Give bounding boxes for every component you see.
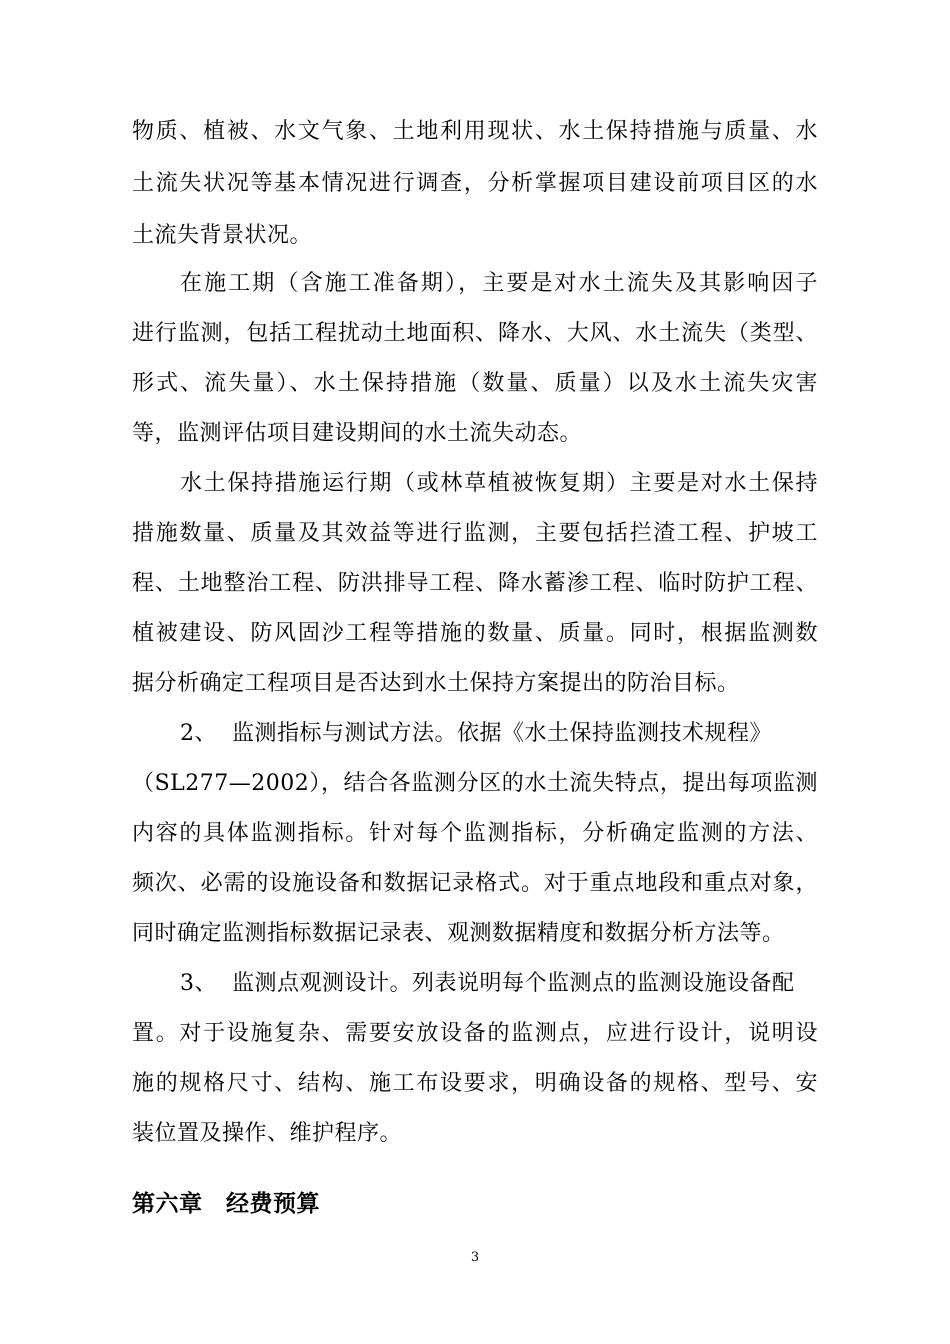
paragraph-1-line-1: 物质、植被、水文气象、土地利用现状、水土保持措施与质量、水 [132, 119, 818, 144]
paragraph-1-line-2: 土流失状况等基本情况进行调查，分析掌握项目建设前项目区的水 [132, 171, 818, 196]
item-3-number: 3、 [180, 971, 217, 996]
paragraph-3-line-5: 据分析确定工程项目是否达到水土保持方案提出的防治目标。 [132, 671, 740, 696]
item-3-line-2: 置。对于设施复杂、需要安放设备的监测点，应进行设计，说明设 [132, 1021, 818, 1046]
paragraph-3-line-3: 程、土地整治工程、防洪排导工程、降水蓄渗工程、临时防护工程、 [132, 571, 818, 596]
page-number: 3 [470, 1250, 480, 1265]
item-2-line-1 [180, 716, 818, 752]
item-2-line-5: 同时确定监测指标数据记录表、观测数据精度和数据分析方法等。 [132, 921, 785, 946]
paragraph-3-line-4: 植被建设、防风固沙工程等措施的数量、质量。同时，根据监测数 [132, 621, 818, 646]
item-2-line-1-text: 监测指标与测试方法。依据《水土保持监测技术规程》 [232, 721, 773, 746]
item-3-line-3: 施的规格尺寸、结构、施工布设要求，明确设备的规格、型号、安 [132, 1071, 818, 1096]
chapter-heading: 第六章 经费预算 [132, 1190, 320, 1217]
paragraph-2-line-3: 形式、流失量）、水土保持措施（数量、质量）以及水土流失灾害 [132, 371, 818, 396]
paragraph-2-line-2: 进行监测，包括工程扰动土地面积、降水、大风、水土流失（类型、 [132, 321, 818, 346]
paragraph-3-line-2: 措施数量、质量及其效益等进行监测，主要包括拦渣工程、护坡工 [132, 521, 818, 546]
paragraph-3-line-1: 水土保持措施运行期（或林草植被恢复期）主要是对水土保持 [180, 471, 818, 496]
paragraph-2-line-1: 在施工期（含施工准备期），主要是对水土流失及其影响因子 [180, 271, 818, 296]
item-3-line-4: 装位置及操作、维护程序。 [132, 1121, 403, 1146]
item-3-line-1-text: 监测点观测设计。列表说明每个监测点的监测设施设备配 [232, 971, 795, 996]
item-3-line-1 [180, 966, 818, 1002]
item-2-line-4: 频次、必需的设施设备和数据记录格式。对于重点地段和重点对象， [132, 871, 818, 896]
item-2-line-3: 内容的具体监测指标。针对每个监测指标，分析确定监测的方法、 [132, 821, 818, 846]
item-2-line-2: （SL277—2002），结合各监测分区的水土流失特点，提出每项监测 [132, 771, 818, 796]
paragraph-2-line-4: 等，监测评估项目建设期间的水土流失动态。 [132, 421, 583, 446]
item-2-number: 2、 [180, 721, 217, 746]
paragraph-1-line-3: 土流失背景状况。 [132, 223, 313, 248]
